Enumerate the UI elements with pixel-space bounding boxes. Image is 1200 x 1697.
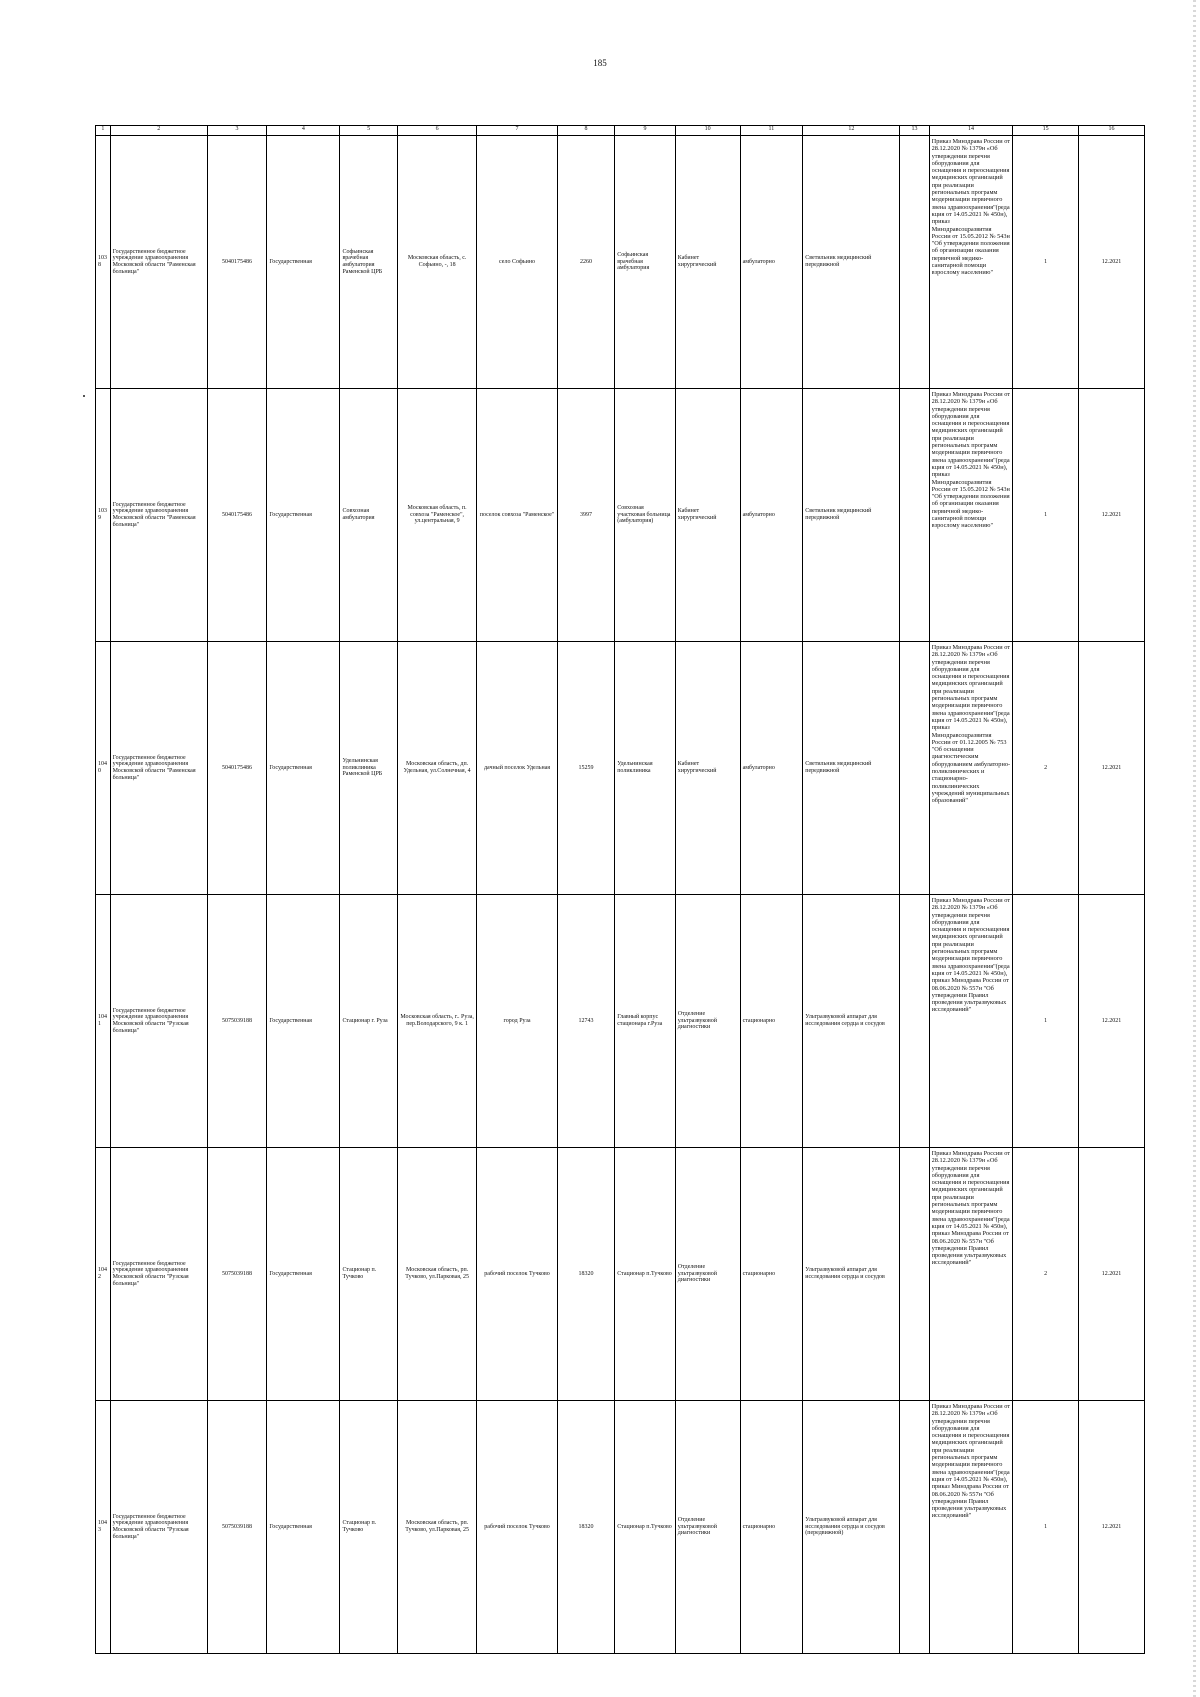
ownership-form: Государственная	[267, 1401, 340, 1654]
inn: 5040175486	[207, 136, 267, 389]
care-type: амбулаторно	[740, 136, 803, 389]
structural-unit: Совхозная участковая больница (амбулатория)	[615, 389, 676, 642]
column-number-header-row	[96, 126, 1145, 136]
department: Отделение ультразвуковой диагностики	[675, 1148, 740, 1401]
facility-name: Софьинская врачебная амбулатория Раменской ЦРБ	[340, 136, 397, 389]
header-cell: 2	[110, 126, 207, 136]
address: Московская область, рп. Тучково, ул.Парковая, 25	[397, 1401, 476, 1654]
organization-name: Государственное бюджетное учреждение здравоохранения Московской области "Раменская больница"	[110, 389, 207, 642]
row-number: 1039	[96, 389, 111, 642]
facility-name: Совхозная амбулатория	[340, 389, 397, 642]
header-cell: 3	[207, 126, 267, 136]
structural-unit: Софьинская врачебная амбулатория	[615, 136, 676, 389]
scan-edge-noise	[1193, 0, 1196, 1697]
inn: 5040175486	[207, 389, 267, 642]
care-type: амбулаторно	[740, 389, 803, 642]
structural-unit: Удельнинская поликлиника	[615, 642, 676, 895]
ownership-form: Государственная	[267, 642, 340, 895]
locality: село Софьино	[477, 136, 557, 389]
locality: поселок совхоза "Раменское"	[477, 389, 557, 642]
facility-name: Стационар г. Руза	[340, 895, 397, 1148]
legal-basis-text: Приказ Минздрава России от 28.12.2020 № 1379н «Об утверждении перечня оборудования для оснащения и переоснащения медицинских организаций при реализации региональных программ модернизации первичного звена здравоохранения"(реда кция от 14.05.2021 № 450н), приказ Минздравсоцразвития России от 15.05.2012 № 543н "Об утверждении положения об организации оказания первичной медико-санитарной помощи взрослому населению"	[931, 391, 1011, 530]
delivery-date: 12.2021	[1079, 389, 1145, 642]
facility-name: Стационар п. Тучково	[340, 1401, 397, 1654]
row-number: 1041	[96, 895, 111, 1148]
legal-basis-text: Приказ Минздрава России от 28.12.2020 № 1379н «Об утверждении перечня оборудования для оснащения и переоснащения медицинских организаций при реализации региональных программ модернизации первичного звена здравоохранения"(реда кция от 14.05.2021 № 450н), приказ Минздравсоцразвития России от 01.12.2005 № 753 "Об оснащении диагностическим оборудованием амбулаторно-поликлинических и стационарно-поликлинических учреждений муниципальных образований"	[931, 644, 1011, 805]
header-cell: 10	[675, 126, 740, 136]
locality: рабочий поселок Тучково	[477, 1401, 557, 1654]
address: Московская область, г.. Руза, пер.Володарского, 9 к. 1	[397, 895, 476, 1148]
legal-basis-text: Приказ Минздрава России от 28.12.2020 № 1379н «Об утверждении перечня оборудования для оснащения и переоснащения медицинских организаций при реализации региональных программ модернизации первичного звена здравоохранения"(реда кция от 14.05.2021 № 450н), приказ Минздрава России от 08.06.2020 № 557н "Об утверждении Правил проведения ультразвуковых исследований"	[931, 1150, 1011, 1267]
table-row	[96, 1148, 1145, 1401]
header-cell: 4	[267, 126, 340, 136]
page-number: 185	[593, 58, 607, 68]
department: Кабинет хирургический	[675, 389, 740, 642]
inn: 5075039188	[207, 1148, 267, 1401]
table-row	[96, 136, 1145, 389]
population: 3997	[557, 389, 614, 642]
inn: 5075039188	[207, 895, 267, 1148]
locality: рабочий поселок Тучково	[477, 1148, 557, 1401]
equipment-name: Светильник медицинский передвижной	[803, 136, 900, 389]
organization-name: Государственное бюджетное учреждение здравоохранения Московской области "Рузская больница"	[110, 1148, 207, 1401]
population: 2260	[557, 136, 614, 389]
quantity: 2	[1013, 642, 1079, 895]
column-13-cell	[900, 1401, 929, 1654]
legal-basis-text: Приказ Минздрава России от 28.12.2020 № 1379н «Об утверждении перечня оборудования для оснащения и переоснащения медицинских организаций при реализации региональных программ модернизации первичного звена здравоохранения"(реда кция от 14.05.2021 № 450н), приказ Минздравсоцразвития России от 15.05.2012 № 543н "Об утверждении положения об организации оказания первичной медико-санитарной помощи взрослому населению"	[931, 138, 1011, 277]
facility-name: Стационар п. Тучково	[340, 1148, 397, 1401]
delivery-date: 12.2021	[1079, 136, 1145, 389]
organization-name: Государственное бюджетное учреждение здравоохранения Московской области "Раменская больница"	[110, 136, 207, 389]
delivery-date: 12.2021	[1079, 642, 1145, 895]
organization-name: Государственное бюджетное учреждение здравоохранения Московской области "Рузская больница"	[110, 1401, 207, 1654]
department: Кабинет хирургический	[675, 136, 740, 389]
equipment-name: Светильник медицинский передвижной	[803, 642, 900, 895]
header-cell: 1	[96, 126, 111, 136]
legal-basis-text: Приказ Минздрава России от 28.12.2020 № 1379н «Об утверждении перечня оборудования для оснащения и переоснащения медицинских организаций при реализации региональных программ модернизации первичного звена здравоохранения"(реда кция от 14.05.2021 № 450н), приказ Минздрава России от 08.06.2020 № 557н "Об утверждении Правил проведения ультразвуковых исследований"	[931, 897, 1011, 1014]
population: 18320	[557, 1401, 614, 1654]
quantity: 1	[1013, 389, 1079, 642]
address: Московская область, рп. Тучково, ул.Парковая, 25	[397, 1148, 476, 1401]
ownership-form: Государственная	[267, 895, 340, 1148]
department: Отделение ультразвуковой диагностики	[675, 1401, 740, 1654]
delivery-date: 12.2021	[1079, 1401, 1145, 1654]
organization-name: Государственное бюджетное учреждение здравоохранения Московской области "Раменская больница"	[110, 642, 207, 895]
quantity: 1	[1013, 895, 1079, 1148]
header-cell: 11	[740, 126, 803, 136]
legal-basis-text: Приказ Минздрава России от 28.12.2020 № 1379н «Об утверждении перечня оборудования для оснащения и переоснащения медицинских организаций при реализации региональных программ модернизации первичного звена здравоохранения"(реда кция от 14.05.2021 № 450н), приказ Минздрава России от 08.06.2020 № 557н "Об утверждении Правил проведения ультразвуковых исследований"	[931, 1403, 1011, 1520]
legal-basis	[929, 1148, 1013, 1401]
scan-stray-mark	[83, 395, 85, 397]
equipment-name: Светильник медицинский передвижной	[803, 389, 900, 642]
header-cell: 16	[1079, 126, 1145, 136]
structural-unit: Стационар п.Тучково	[615, 1148, 676, 1401]
delivery-date: 12.2021	[1079, 1148, 1145, 1401]
ownership-form: Государственная	[267, 389, 340, 642]
header-cell: 15	[1013, 126, 1079, 136]
row-number: 1038	[96, 136, 111, 389]
delivery-date: 12.2021	[1079, 895, 1145, 1148]
table-row	[96, 1401, 1145, 1654]
care-type: стационарно	[740, 895, 803, 1148]
row-number: 1042	[96, 1148, 111, 1401]
legal-basis	[929, 389, 1013, 642]
column-13-cell	[900, 389, 929, 642]
legal-basis	[929, 895, 1013, 1148]
ownership-form: Государственная	[267, 1148, 340, 1401]
inn: 5075039188	[207, 1401, 267, 1654]
header-cell: 12	[803, 126, 900, 136]
column-13-cell	[900, 136, 929, 389]
address: Московская область, дп. Удельная, ул.Солнечная, 4	[397, 642, 476, 895]
locality: дачный поселок Удельная	[477, 642, 557, 895]
care-type: стационарно	[740, 1148, 803, 1401]
population: 12743	[557, 895, 614, 1148]
row-number: 1043	[96, 1401, 111, 1654]
column-13-cell	[900, 1148, 929, 1401]
equipment-registry-table	[95, 125, 1145, 1654]
table-row	[96, 895, 1145, 1148]
inn: 5040175486	[207, 642, 267, 895]
quantity: 1	[1013, 1401, 1079, 1654]
structural-unit: Стационар п.Тучково	[615, 1401, 676, 1654]
quantity: 1	[1013, 136, 1079, 389]
care-type: амбулаторно	[740, 642, 803, 895]
row-number: 1040	[96, 642, 111, 895]
equipment-name: Ультразвуковой аппарат для исследования сердца и сосудов	[803, 895, 900, 1148]
organization-name: Государственное бюджетное учреждение здравоохранения Московской области "Рузская больница"	[110, 895, 207, 1148]
facility-name: Удельнинская поликлиника Раменской ЦРБ	[340, 642, 397, 895]
quantity: 2	[1013, 1148, 1079, 1401]
table-row	[96, 642, 1145, 895]
header-cell: 13	[900, 126, 929, 136]
legal-basis	[929, 642, 1013, 895]
legal-basis	[929, 1401, 1013, 1654]
legal-basis	[929, 136, 1013, 389]
ownership-form: Государственная	[267, 136, 340, 389]
header-cell: 7	[477, 126, 557, 136]
population: 15259	[557, 642, 614, 895]
header-cell: 6	[397, 126, 476, 136]
address: Московская область, п. совхоза "Раменское", ул.центральная, 9	[397, 389, 476, 642]
address: Московская область, с. Софьино, -, 18	[397, 136, 476, 389]
population: 18320	[557, 1148, 614, 1401]
column-13-cell	[900, 895, 929, 1148]
department: Кабинет хирургический	[675, 642, 740, 895]
equipment-name: Ультразвуковой аппарат для исследования сердца и сосудов	[803, 1148, 900, 1401]
equipment-name: Ультразвуковой аппарат для исследования сердца и сосудов (передвижной)	[803, 1401, 900, 1654]
header-cell: 5	[340, 126, 397, 136]
department: Отделение ультразвуковой диагностики	[675, 895, 740, 1148]
header-cell: 14	[929, 126, 1013, 136]
structural-unit: Главный корпус стационара г.Руза	[615, 895, 676, 1148]
locality: город Руза	[477, 895, 557, 1148]
column-13-cell	[900, 642, 929, 895]
table-body	[96, 126, 1145, 1654]
header-cell: 8	[557, 126, 614, 136]
table-row	[96, 389, 1145, 642]
header-cell: 9	[615, 126, 676, 136]
care-type: стационарно	[740, 1401, 803, 1654]
